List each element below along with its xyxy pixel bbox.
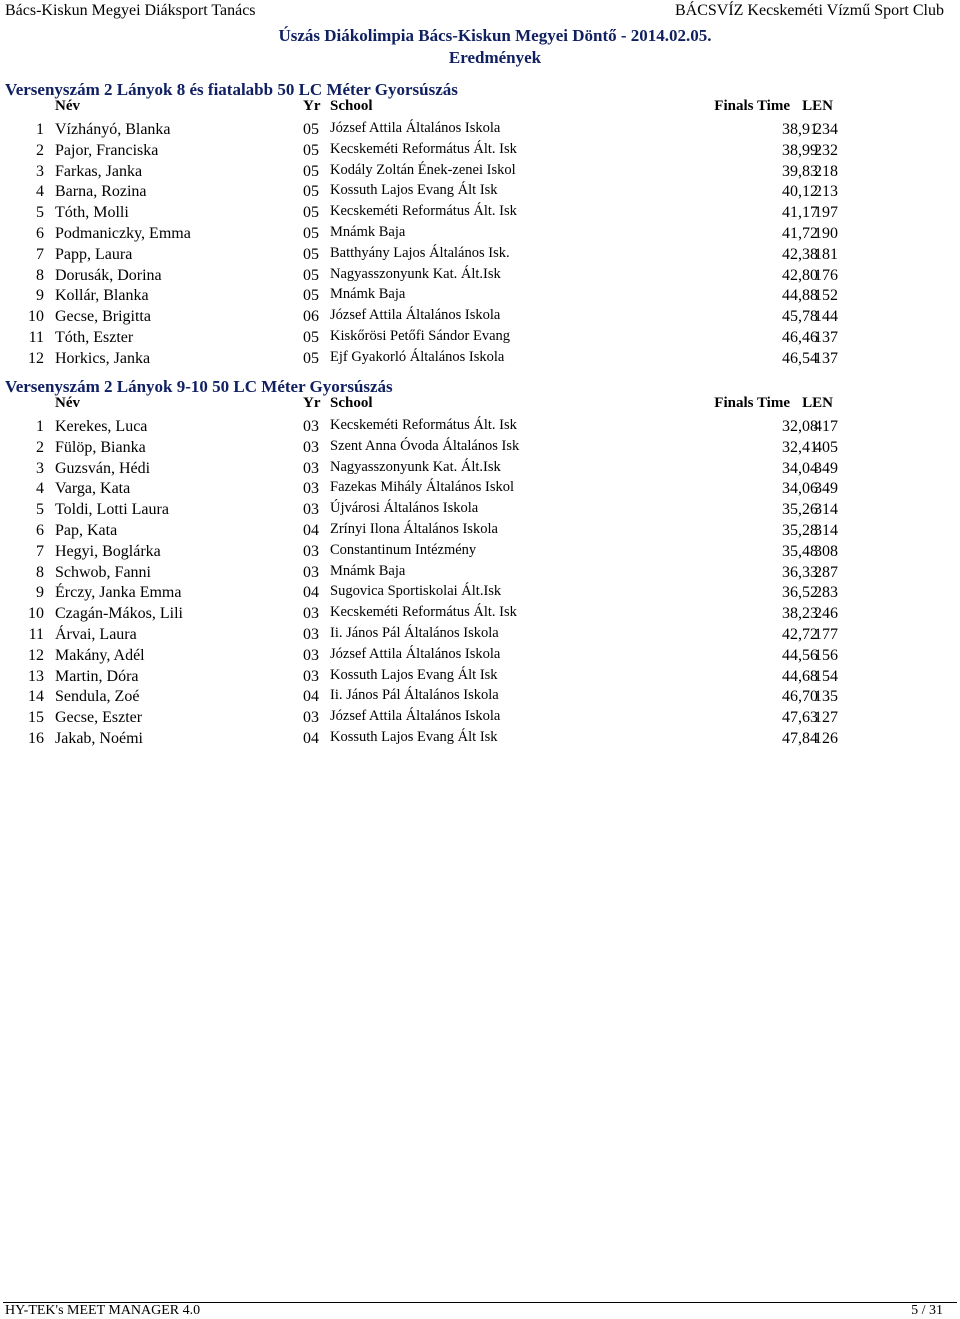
swimmer-name-cell: Gecse, Eszter [55, 709, 143, 727]
year-cell: 05 [303, 287, 319, 305]
len-points-cell: 156 [814, 646, 838, 664]
finals-time-cell: 32,08 [782, 418, 818, 435]
table-row [0, 308, 960, 328]
swimmer-name-cell: Sendula, Zoé [55, 688, 140, 706]
finals-time-cell: 38,23 [782, 605, 818, 623]
school-cell: József Attila Általános Iskola [330, 708, 501, 725]
finals-time-cell: 44,68 [782, 667, 818, 685]
len-points-cell: 232 [814, 141, 838, 159]
school-cell: Kossuth Lajos Evang Ált Isk [330, 182, 498, 199]
len-points-cell: 246 [814, 605, 838, 623]
school-cell: Zrínyi Ilona Általános Iskola [330, 521, 498, 537]
place-cell: 15 [28, 709, 44, 727]
school-cell: Ii. János Pál Általános Iskola [330, 625, 499, 641]
table-row [0, 480, 960, 500]
school-cell: Batthyány Lajos Általános Isk. [330, 244, 510, 261]
school-cell: Kossuth Lajos Evang Ált Isk [330, 666, 498, 683]
school-cell: Nagyasszonyunk Kat. Ált.Isk [330, 458, 501, 475]
len-points-cell: 308 [814, 542, 838, 560]
table-row [0, 204, 960, 224]
school-cell: Constantinum Intézmény [330, 541, 477, 558]
finals-time-cell: 42,72 [782, 626, 818, 643]
school-cell: József Attila Általános Iskola [330, 645, 501, 662]
page-number: 5 / 31 [911, 1303, 943, 1318]
place-cell: 6 [36, 522, 44, 539]
len-points-cell: 176 [814, 266, 838, 284]
finals-time-cell: 44,88 [782, 287, 818, 305]
year-cell: 03 [303, 459, 319, 477]
school-cell: Kecskeméti Református Ált. Isk [330, 417, 517, 433]
len-points-cell: 190 [814, 225, 838, 242]
place-cell: 1 [36, 121, 44, 138]
finals-time-cell: 42,38 [782, 245, 818, 263]
year-cell: 05 [303, 183, 319, 201]
finals-time-cell: 32,41 [782, 438, 818, 456]
finals-time-cell: 38,91 [782, 121, 818, 138]
place-cell: 5 [36, 501, 44, 519]
table-row [0, 626, 960, 646]
swimmer-name-cell: Hegyi, Boglárka [55, 542, 161, 560]
swimmer-name-cell: Toldi, Lotti Laura [55, 501, 169, 519]
len-points-cell: 234 [814, 121, 838, 138]
table-row [0, 647, 960, 667]
year-cell: 04 [303, 584, 319, 602]
column-header-row [0, 395, 960, 415]
year-cell: 06 [303, 308, 319, 326]
table-row [0, 183, 960, 203]
swimmer-name-cell: Dorusák, Dorina [55, 266, 162, 284]
len-points-cell: 349 [814, 459, 838, 477]
swimmer-name-cell: Fülöp, Bianka [55, 438, 146, 456]
school-cell: Nagyasszonyunk Kat. Ált.Isk [330, 265, 501, 282]
column-header-name: Név [55, 98, 80, 114]
swimmer-name-cell: Horkics, Janka [55, 349, 151, 367]
finals-time-cell: 35,28 [782, 522, 818, 539]
len-points-cell: 177 [814, 626, 838, 643]
year-cell: 04 [303, 730, 319, 747]
len-points-cell: 197 [814, 204, 838, 222]
swimmer-name-cell: Tóth, Molli [55, 204, 129, 222]
table-row [0, 418, 960, 438]
swimmer-name-cell: Barna, Rozina [55, 183, 147, 201]
finals-time-cell: 45,78 [782, 308, 818, 326]
swimmer-name-cell: Jakab, Noémi [55, 730, 143, 747]
column-header-row [0, 98, 960, 118]
finals-time-cell: 41,17 [782, 204, 818, 222]
place-cell: 3 [36, 459, 44, 477]
finals-time-cell: 34,06 [782, 480, 818, 498]
column-header-yr: Yr [303, 98, 321, 114]
school-cell: József Attila Általános Iskola [330, 307, 501, 324]
event-title: Versenyszám 2 Lányok 9-10 50 LC Méter Gyorsúszás [5, 377, 393, 396]
host-club-name: BÁCSVÍZ Kecskeméti Vízmű Sport Club [674, 2, 944, 19]
table-row [0, 522, 960, 542]
place-cell: 7 [36, 542, 44, 560]
len-points-cell: 152 [814, 287, 838, 305]
swimmer-name-cell: Pap, Kata [55, 522, 118, 539]
school-cell: Mnámk Baja [330, 286, 406, 303]
finals-time-cell: 36,52 [782, 584, 818, 602]
finals-time-cell: 34,04 [782, 459, 818, 477]
finals-time-cell: 44,56 [782, 646, 818, 664]
finals-time-cell: 46,70 [782, 688, 818, 706]
page-subtitle: Eredmények [448, 48, 542, 67]
school-cell: Szent Anna Óvoda Általános Isk [330, 437, 520, 454]
year-cell: 03 [303, 542, 319, 560]
column-header-school: School [330, 395, 373, 411]
table-row [0, 121, 960, 141]
place-cell: 8 [36, 266, 44, 284]
finals-time-cell: 47,63 [782, 709, 818, 727]
place-cell: 1 [36, 418, 44, 435]
swimmer-name-cell: Martin, Dóra [55, 667, 139, 685]
school-cell: József Attila Általános Iskola [330, 120, 501, 136]
swimmer-name-cell: Varga, Kata [55, 480, 131, 498]
len-points-cell: 283 [814, 584, 838, 602]
year-cell: 03 [303, 626, 319, 643]
place-cell: 10 [28, 605, 44, 623]
place-cell: 12 [28, 349, 44, 367]
software-name: HY-TEK's MEET MANAGER 4.0 [5, 1303, 201, 1318]
meet-title: Úszás Diákolimpia Bács-Kiskun Megyei Döntő - 2014.02.05. [278, 26, 712, 45]
column-header-yr: Yr [303, 395, 321, 411]
len-points-cell: 349 [814, 480, 838, 498]
len-points-cell: 287 [814, 563, 838, 581]
school-cell: Ii. János Pál Általános Iskola [330, 687, 499, 704]
place-cell: 9 [36, 584, 44, 602]
swimmer-name-cell: Kollár, Blanka [55, 287, 149, 305]
school-cell: Kodály Zoltán Ének-zenei Iskol [330, 161, 516, 178]
len-points-cell: 126 [814, 730, 838, 747]
year-cell: 03 [303, 667, 319, 685]
year-cell: 05 [303, 121, 319, 138]
place-cell: 9 [36, 287, 44, 305]
swimmer-name-cell: Érczy, Janka Emma [55, 584, 182, 602]
len-points-cell: 314 [814, 522, 838, 539]
school-cell: Újvárosi Általános Iskola [330, 500, 479, 517]
len-points-cell: 417 [814, 418, 838, 435]
column-header-time: Finals Time [714, 98, 790, 114]
column-header-name: Név [55, 395, 80, 411]
table-row [0, 543, 960, 563]
year-cell: 04 [303, 522, 319, 539]
swimmer-name-cell: Czagán-Mákos, Lili [55, 605, 183, 623]
year-cell: 03 [303, 438, 319, 456]
year-cell: 05 [303, 245, 319, 263]
table-row [0, 225, 960, 245]
len-points-cell: 137 [814, 329, 838, 346]
column-header-len: LEN [802, 395, 833, 411]
year-cell: 05 [303, 141, 319, 159]
table-row [0, 688, 960, 708]
school-cell: Kiskőrösi Petőfi Sándor Evang [330, 328, 511, 344]
organizer-name: Bács-Kiskun Megyei Diáksport Tanács [5, 2, 256, 19]
finals-time-cell: 35,48 [782, 542, 818, 560]
table-row [0, 460, 960, 480]
len-points-cell: 127 [814, 709, 838, 727]
school-cell: Sugovica Sportiskolai Ált.Isk [330, 583, 502, 600]
year-cell: 05 [303, 204, 319, 222]
len-points-cell: 218 [814, 162, 838, 180]
swimmer-name-cell: Gecse, Brigitta [55, 308, 151, 326]
place-cell: 11 [28, 329, 44, 346]
swimmer-name-cell: Árvai, Laura [55, 626, 137, 643]
table-row [0, 267, 960, 287]
place-cell: 11 [28, 626, 44, 643]
len-points-cell: 405 [814, 438, 838, 456]
year-cell: 03 [303, 709, 319, 727]
place-cell: 2 [36, 438, 44, 456]
finals-time-cell: 41,72 [782, 225, 818, 242]
table-row [0, 246, 960, 266]
len-points-cell: 154 [814, 667, 838, 685]
table-row [0, 709, 960, 729]
year-cell: 04 [303, 688, 319, 706]
place-cell: 4 [36, 183, 44, 201]
year-cell: 03 [303, 501, 319, 519]
year-cell: 05 [303, 225, 319, 242]
table-row [0, 439, 960, 459]
place-cell: 4 [36, 480, 44, 498]
place-cell: 13 [28, 667, 44, 685]
place-cell: 8 [36, 563, 44, 581]
table-row [0, 584, 960, 604]
table-row [0, 501, 960, 521]
year-cell: 05 [303, 349, 319, 367]
swimmer-name-cell: Farkas, Janka [55, 162, 143, 180]
swimmer-name-cell: Vízhányó, Blanka [55, 121, 171, 138]
swimmer-name-cell: Papp, Laura [55, 245, 133, 263]
finals-time-cell: 42,80 [782, 266, 818, 284]
school-cell: Kossuth Lajos Evang Ált Isk [330, 729, 498, 745]
school-cell: Mnámk Baja [330, 224, 406, 240]
place-cell: 7 [36, 245, 44, 263]
school-cell: Kecskeméti Református Ált. Isk [330, 140, 517, 157]
finals-time-cell: 40,12 [782, 183, 818, 201]
year-cell: 05 [303, 266, 319, 284]
table-row [0, 163, 960, 183]
year-cell: 03 [303, 605, 319, 623]
swimmer-name-cell: Makány, Adél [55, 646, 145, 664]
year-cell: 05 [303, 162, 319, 180]
finals-time-cell: 36,33 [782, 563, 818, 581]
table-row [0, 350, 960, 370]
finals-time-cell: 46,54 [782, 349, 818, 367]
year-cell: 03 [303, 646, 319, 664]
len-points-cell: 135 [814, 688, 838, 706]
place-cell: 2 [36, 141, 44, 159]
finals-time-cell: 39,83 [782, 162, 818, 180]
finals-time-cell: 47,84 [782, 730, 818, 747]
year-cell: 03 [303, 480, 319, 498]
table-row [0, 730, 960, 750]
swimmer-name-cell: Tóth, Eszter [55, 329, 134, 346]
len-points-cell: 137 [814, 349, 838, 367]
school-cell: Kecskeméti Református Ált. Isk [330, 604, 517, 621]
place-cell: 5 [36, 204, 44, 222]
swimmer-name-cell: Schwob, Fanni [55, 563, 151, 581]
column-header-time: Finals Time [714, 395, 790, 411]
year-cell: 03 [303, 418, 319, 435]
table-row [0, 287, 960, 307]
finals-time-cell: 38,99 [782, 141, 818, 159]
finals-time-cell: 35,26 [782, 501, 818, 519]
school-cell: Mnámk Baja [330, 562, 406, 579]
table-row [0, 605, 960, 625]
column-header-len: LEN [802, 98, 833, 114]
table-row [0, 142, 960, 162]
swimmer-name-cell: Guzsván, Hédi [55, 459, 151, 477]
finals-time-cell: 46,46 [782, 329, 818, 346]
event-title: Versenyszám 2 Lányok 8 és fiatalabb 50 LC Méter Gyorsúszás [5, 80, 458, 99]
swimmer-name-cell: Pajor, Franciska [55, 141, 159, 159]
place-cell: 3 [36, 162, 44, 180]
school-cell: Ejf Gyakorló Általános Iskola [330, 348, 505, 365]
place-cell: 10 [28, 308, 44, 326]
place-cell: 12 [28, 646, 44, 664]
len-points-cell: 181 [814, 245, 838, 263]
place-cell: 14 [28, 688, 44, 706]
table-row [0, 329, 960, 349]
place-cell: 16 [28, 730, 44, 747]
len-points-cell: 213 [814, 183, 838, 201]
len-points-cell: 144 [814, 308, 838, 326]
year-cell: 05 [303, 329, 319, 346]
swimmer-name-cell: Podmaniczky, Emma [55, 225, 191, 242]
len-points-cell: 314 [814, 501, 838, 519]
year-cell: 03 [303, 563, 319, 581]
table-row [0, 668, 960, 688]
table-row [0, 564, 960, 584]
school-cell: Fazekas Mihály Általános Iskol [330, 479, 515, 496]
column-header-school: School [330, 98, 373, 114]
school-cell: Kecskeméti Református Ált. Isk [330, 203, 517, 220]
swimmer-name-cell: Kerekes, Luca [55, 418, 148, 435]
place-cell: 6 [36, 225, 44, 242]
